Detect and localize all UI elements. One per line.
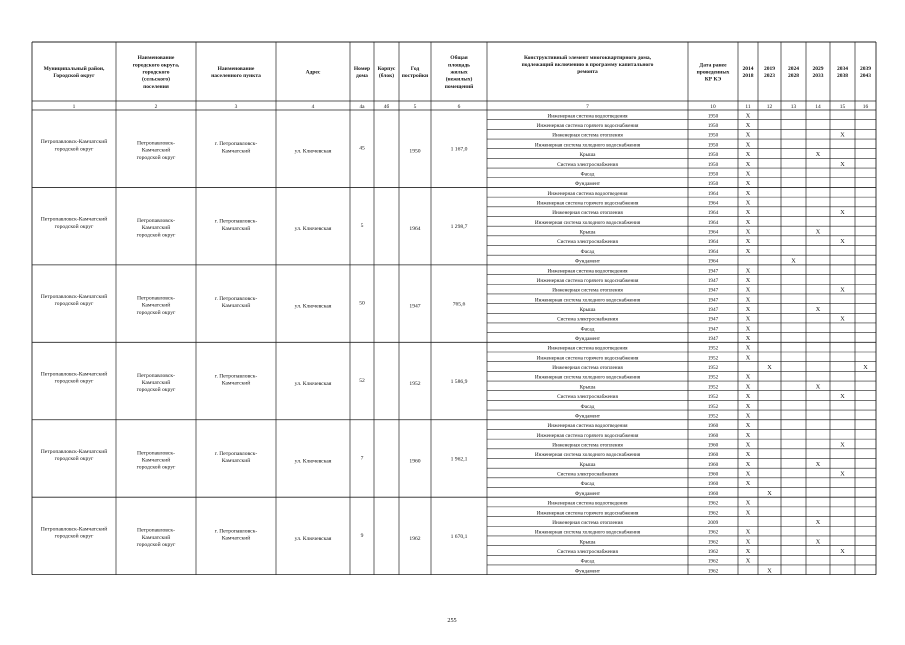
structural-element: Инженерная система горячего водоснабжения xyxy=(536,277,639,284)
period-mark: X xyxy=(745,296,751,304)
settlement-name: Петропавловск- xyxy=(137,217,175,224)
column-number: 7 xyxy=(586,103,589,110)
period-mark: X xyxy=(745,180,751,188)
header-c2: (сельского) xyxy=(141,76,171,83)
previous-repair-date: 1947 xyxy=(707,268,719,275)
district-name: Петропавловск-Камчатский xyxy=(40,371,108,378)
structural-element: Инженерная система горячего водоснабжения xyxy=(536,355,639,362)
district-name: городской округ xyxy=(54,533,94,540)
column-number: 1 xyxy=(72,103,76,110)
period-mark: X xyxy=(745,305,751,313)
period-mark: X xyxy=(745,238,751,246)
structural-element: Фундамент xyxy=(574,336,601,343)
structural-element: Система электроснабжения xyxy=(557,161,618,168)
period-mark: X xyxy=(745,209,751,217)
settlement-name: Петропавловск- xyxy=(137,450,175,457)
previous-repair-date: 1950 xyxy=(707,123,719,130)
locality-name: г. Петропавловск- xyxy=(214,141,258,148)
total-area: 1 167,0 xyxy=(450,146,468,153)
period-mark: X xyxy=(745,383,751,391)
header-c7: постройки xyxy=(401,73,429,80)
period-mark: X xyxy=(745,451,751,459)
period-mark: X xyxy=(745,160,751,168)
address: ул. Ключевская xyxy=(294,226,332,233)
settlement-name: городской округ xyxy=(136,309,176,316)
period-mark: X xyxy=(840,393,845,401)
structural-element: Инженерная система холодного водоснабжения xyxy=(534,529,641,536)
house-number: 9 xyxy=(360,532,364,539)
header-c2: городского xyxy=(142,69,170,76)
structural-element: Инженерная система водоотведения xyxy=(547,190,628,197)
structural-element: Фасад xyxy=(580,171,595,178)
period-mark: X xyxy=(745,112,751,120)
previous-repair-date: 1962 xyxy=(707,529,719,536)
previous-repair-date: 1950 xyxy=(707,152,719,159)
period-mark: X xyxy=(840,547,845,555)
locality-name: г. Петропавловск- xyxy=(214,450,258,457)
period-mark: X xyxy=(745,276,751,284)
structural-element: Инженерная система горячего водоснабжения xyxy=(536,432,639,439)
district-name: городской округ xyxy=(54,146,94,153)
period-mark: X xyxy=(815,305,821,313)
period-mark: X xyxy=(745,325,751,333)
header-c10: КР КЭ xyxy=(704,76,722,83)
previous-repair-date: 1960 xyxy=(707,432,719,439)
structural-element: Инженерная система холодного водоснабжения xyxy=(534,452,641,459)
total-area: 1 670,1 xyxy=(450,533,468,540)
previous-repair-date: 1960 xyxy=(707,461,719,468)
header-c1: Муниципальный район, xyxy=(43,65,105,72)
header-c11: 2018 xyxy=(742,73,754,80)
period-mark: X xyxy=(745,354,751,362)
structural-element: Фасад xyxy=(580,481,595,488)
period-mark: X xyxy=(745,218,751,226)
previous-repair-date: 1964 xyxy=(707,210,719,217)
district-name: Петропавловск-Камчатский xyxy=(40,294,108,300)
header-c9: ремонта xyxy=(577,69,598,76)
header-c16: 2039 xyxy=(860,65,871,72)
header-c11: 2014 xyxy=(742,65,754,72)
period-mark: X xyxy=(745,151,751,159)
settlement-name: городской округ xyxy=(136,464,176,471)
district-name: городской округ xyxy=(54,301,94,308)
previous-repair-date: 1947 xyxy=(707,287,719,294)
locality-name: г. Петропавловск- xyxy=(214,528,258,535)
previous-repair-date: 1950 xyxy=(707,113,719,120)
settlement-name: Петропавловск- xyxy=(137,295,175,302)
header-c13: 2024 xyxy=(788,65,799,72)
build-year: 1964 xyxy=(409,226,421,233)
structural-element: Система электроснабжения xyxy=(557,239,618,246)
structural-element: Инженерная система горячего водоснабжения xyxy=(536,510,639,517)
previous-repair-date: 1960 xyxy=(707,481,719,488)
settlement-name: Петропавловск- xyxy=(137,140,175,147)
structural-element: Крыша xyxy=(579,152,596,159)
period-mark: X xyxy=(815,383,821,391)
structural-element: Крыша xyxy=(579,461,596,468)
period-mark: X xyxy=(745,141,751,149)
column-number: 5 xyxy=(413,103,417,110)
period-mark: X xyxy=(840,441,845,449)
period-mark: X xyxy=(815,228,821,236)
structural-element: Фасад xyxy=(580,558,595,565)
structural-element: Инженерная система горячего водоснабжения xyxy=(536,123,639,130)
structural-element: Система электроснабжения xyxy=(557,316,618,323)
period-mark: X xyxy=(745,335,751,343)
period-mark: X xyxy=(745,460,751,468)
structural-element: Инженерная система водоотведения xyxy=(547,345,628,352)
structural-element: Инженерная система отопления xyxy=(552,210,623,217)
previous-repair-date: 1952 xyxy=(707,374,719,381)
period-mark: X xyxy=(745,412,751,420)
period-mark: X xyxy=(745,199,751,207)
header-c5: Номер xyxy=(353,65,371,72)
previous-repair-date: 1950 xyxy=(707,171,719,178)
period-mark: X xyxy=(745,547,751,555)
previous-repair-date: 1960 xyxy=(707,490,719,497)
header-c12: 2023 xyxy=(764,73,775,80)
column-number: 6 xyxy=(457,103,461,110)
period-mark: X xyxy=(745,402,751,410)
page-number: 255 xyxy=(447,617,457,624)
previous-repair-date: 2009 xyxy=(707,519,719,526)
structural-element: Система электроснабжения xyxy=(557,471,618,478)
locality-name: г. Петропавловск- xyxy=(214,296,258,302)
header-c6: Корпус xyxy=(377,65,396,72)
period-mark: X xyxy=(745,373,751,381)
previous-repair-date: 1950 xyxy=(707,181,719,188)
previous-repair-date: 1950 xyxy=(707,161,719,168)
previous-repair-date: 1960 xyxy=(707,452,719,459)
previous-repair-date: 1952 xyxy=(707,355,719,362)
structural-element: Фасад xyxy=(580,248,595,255)
locality-name: г. Петропавловск- xyxy=(214,218,258,225)
locality-name: г. Петропавловск- xyxy=(214,373,258,380)
header-c2: Наименование xyxy=(137,55,175,62)
period-mark: X xyxy=(745,131,751,139)
header-c9: подлежащий включению в программу капитального xyxy=(521,62,654,68)
locality-name: Камчатский xyxy=(221,225,251,232)
period-mark: X xyxy=(745,315,751,323)
column-number: 15 xyxy=(839,103,846,110)
column-number: 13 xyxy=(790,103,797,110)
header-c2: поселения xyxy=(143,83,169,90)
structural-element: Инженерная система отопления xyxy=(552,132,623,139)
period-mark: X xyxy=(840,160,845,168)
district-name: городской округ xyxy=(54,456,94,463)
previous-repair-date: 1952 xyxy=(707,403,719,410)
district-name: Петропавловск-Камчатский xyxy=(40,526,108,533)
settlement-name: Камчатский xyxy=(141,225,171,232)
settlement-name: Камчатский xyxy=(141,147,171,154)
header-c16: 2043 xyxy=(860,73,871,80)
address: ул. Ключевская xyxy=(294,148,332,155)
period-mark: X xyxy=(745,528,751,536)
previous-repair-date: 1952 xyxy=(707,384,719,391)
structural-element: Крыша xyxy=(579,539,596,546)
period-mark: X xyxy=(745,499,751,507)
structural-element: Инженерная система горячего водоснабжения xyxy=(536,200,639,207)
previous-repair-date: 1947 xyxy=(707,306,719,313)
previous-repair-date: 1947 xyxy=(707,297,719,304)
previous-repair-date: 1952 xyxy=(707,394,719,401)
previous-repair-date: 1960 xyxy=(707,471,719,478)
district-name: городской округ xyxy=(54,223,94,230)
period-mark: X xyxy=(745,557,751,565)
header-c8: помещений xyxy=(444,83,474,90)
locality-name: Камчатский xyxy=(221,303,251,310)
build-year: 1960 xyxy=(409,458,421,465)
structural-element: Инженерная система отопления xyxy=(552,442,623,449)
previous-repair-date: 1964 xyxy=(707,200,719,207)
column-number: 11 xyxy=(745,103,751,110)
period-mark: X xyxy=(745,286,751,294)
structural-element: Инженерная система водоотведения xyxy=(547,500,628,507)
structural-element: Инженерная система холодного водоснабжения xyxy=(534,142,641,149)
district-name: Петропавловск-Камчатский xyxy=(40,139,108,146)
header-c8: площадь xyxy=(447,62,471,69)
header-c5: дома xyxy=(356,73,368,80)
house-number: 45 xyxy=(359,145,365,152)
district-name: Петропавловск-Камчатский xyxy=(40,216,108,223)
total-area: 1 298,7 xyxy=(450,224,468,231)
structural-element: Фасад xyxy=(580,326,595,333)
period-mark: X xyxy=(745,344,751,352)
period-mark: X xyxy=(840,315,845,323)
column-number: 10 xyxy=(710,103,716,110)
period-mark: X xyxy=(745,441,751,449)
header-c3: населенного пункта xyxy=(211,73,261,80)
structural-element: Фундамент xyxy=(574,181,601,188)
previous-repair-date: 1962 xyxy=(707,539,719,546)
previous-repair-date: 1952 xyxy=(707,345,719,352)
settlement-name: Камчатский xyxy=(141,380,171,387)
previous-repair-date: 1947 xyxy=(707,326,719,333)
previous-repair-date: 1947 xyxy=(707,277,719,284)
structural-element: Фундамент xyxy=(574,258,601,265)
column-number: 4 xyxy=(311,103,315,110)
previous-repair-date: 1962 xyxy=(707,568,719,575)
header-c14: 2029 xyxy=(812,65,824,72)
column-number: 2 xyxy=(154,103,158,110)
header-c4: Адрес xyxy=(305,69,321,76)
period-mark: X xyxy=(745,393,751,401)
settlement-name: Камчатский xyxy=(141,302,171,309)
period-mark: X xyxy=(840,286,845,294)
period-mark: X xyxy=(840,209,845,217)
period-mark: X xyxy=(745,422,751,430)
previous-repair-date: 1952 xyxy=(707,413,719,420)
period-mark: X xyxy=(791,257,796,265)
build-year: 1952 xyxy=(409,381,421,388)
header-c15: 2038 xyxy=(837,73,848,80)
period-mark: X xyxy=(815,460,821,468)
structural-element: Инженерная система отопления xyxy=(552,519,623,526)
period-mark: X xyxy=(745,247,751,255)
period-mark: X xyxy=(745,480,751,488)
header-c8: Общая xyxy=(450,55,468,62)
period-mark: X xyxy=(767,364,772,372)
header-c10: Дата ранее xyxy=(699,62,727,69)
previous-repair-date: 1964 xyxy=(707,248,719,255)
structural-element: Инженерная система водоотведения xyxy=(547,423,628,430)
previous-repair-date: 1962 xyxy=(707,548,719,555)
structural-element: Инженерная система водоотведения xyxy=(547,113,628,120)
locality-name: Камчатский xyxy=(221,458,251,465)
previous-repair-date: 1964 xyxy=(707,190,719,197)
settlement-name: городской округ xyxy=(136,232,176,239)
header-c13: 2028 xyxy=(788,73,799,80)
header-c8: (нежилых) xyxy=(445,76,473,83)
column-number: 14 xyxy=(815,103,821,110)
previous-repair-date: 1960 xyxy=(707,423,719,430)
previous-repair-date: 1962 xyxy=(707,510,719,517)
period-mark: X xyxy=(840,238,845,246)
previous-repair-date: 1947 xyxy=(707,316,719,323)
header-c15: 2034 xyxy=(837,65,848,72)
previous-repair-date: 1950 xyxy=(707,132,719,139)
period-mark: X xyxy=(863,364,868,372)
structural-element: Инженерная система холодного водоснабжения xyxy=(534,374,641,381)
period-mark: X xyxy=(815,538,821,546)
header-c7: Год xyxy=(410,65,420,72)
header-c1: Городской округ xyxy=(53,73,95,80)
structural-element: Инженерная система холодного водоснабжения xyxy=(534,219,641,226)
header-c2: городского округа, xyxy=(132,62,180,69)
previous-repair-date: 1962 xyxy=(707,500,719,507)
previous-repair-date: 1952 xyxy=(707,365,719,372)
period-mark: X xyxy=(745,470,751,478)
period-mark: X xyxy=(840,470,845,478)
column-number: 4а xyxy=(359,103,365,110)
header-c6: (блок) xyxy=(378,73,395,80)
period-mark: X xyxy=(815,518,821,526)
address: ул. Ключевская xyxy=(294,303,332,310)
structural-element: Крыша xyxy=(579,306,596,313)
structural-element: Инженерная система отопления xyxy=(552,287,623,294)
period-mark: X xyxy=(745,122,751,130)
header-c10: проведенных xyxy=(696,69,730,76)
district-name: городской округ xyxy=(54,378,94,385)
column-number: 4б xyxy=(383,103,390,110)
structural-element: Фундамент xyxy=(574,568,601,575)
address: ул. Ключевская xyxy=(294,535,332,542)
build-year: 1962 xyxy=(409,535,421,542)
header-c14: 2033 xyxy=(812,73,824,80)
previous-repair-date: 1962 xyxy=(707,558,719,565)
structural-element: Крыша xyxy=(579,384,596,391)
period-mark: X xyxy=(745,431,751,439)
period-mark: X xyxy=(815,151,821,159)
locality-name: Камчатский xyxy=(221,535,251,542)
period-mark: X xyxy=(767,567,772,575)
settlement-name: Камчатский xyxy=(141,457,171,464)
column-number: 12 xyxy=(766,103,773,110)
column-number: 3 xyxy=(234,103,238,110)
period-mark: X xyxy=(745,170,751,178)
previous-repair-date: 1964 xyxy=(707,239,719,246)
address: ул. Ключевская xyxy=(294,381,332,388)
period-mark: X xyxy=(745,189,751,197)
locality-name: Камчатский xyxy=(221,380,251,387)
period-mark: X xyxy=(840,131,845,139)
house-number: 7 xyxy=(360,455,364,462)
total-area: 765,6 xyxy=(452,301,466,308)
period-mark: X xyxy=(745,509,751,517)
header-c3: Наименование xyxy=(217,65,255,72)
period-mark: X xyxy=(745,228,751,236)
structural-element: Система электроснабжения xyxy=(557,548,618,555)
house-number: 5 xyxy=(360,223,364,230)
settlement-name: Петропавловск- xyxy=(137,372,175,379)
header-c9: Конструктивный элемент многоквартирного дома, xyxy=(523,54,652,61)
structural-element: Фасад xyxy=(580,403,595,410)
settlement-name: городской округ xyxy=(136,387,176,394)
structural-element: Инженерная система холодного водоснабжения xyxy=(534,297,641,304)
structural-element: Фундамент xyxy=(574,413,601,420)
previous-repair-date: 1964 xyxy=(707,229,719,236)
structural-element: Инженерная система отопления xyxy=(552,365,623,372)
house-number: 52 xyxy=(359,378,365,385)
locality-name: Камчатский xyxy=(221,148,251,155)
previous-repair-date: 1950 xyxy=(707,142,719,149)
build-year: 1950 xyxy=(409,148,421,155)
total-area: 1 962,1 xyxy=(450,456,468,463)
structural-element: Крыша xyxy=(579,229,596,236)
previous-repair-date: 1960 xyxy=(707,442,719,449)
previous-repair-date: 1947 xyxy=(707,336,719,343)
structural-element: Фундамент xyxy=(574,490,601,497)
settlement-name: Петропавловск- xyxy=(137,527,175,534)
header-c12: 2019 xyxy=(764,65,775,72)
previous-repair-date: 1964 xyxy=(707,219,719,226)
settlement-name: городской округ xyxy=(136,154,176,161)
house-number: 50 xyxy=(359,300,365,307)
settlement-name: Камчатский xyxy=(141,534,171,541)
total-area: 1 586,9 xyxy=(450,379,468,386)
structural-element: Система электроснабжения xyxy=(557,394,618,401)
structural-element: Инженерная система водоотведения xyxy=(547,268,628,275)
settlement-name: городской округ xyxy=(136,542,176,549)
district-name: Петропавловск-Камчатский xyxy=(40,448,108,455)
period-mark: X xyxy=(767,489,772,497)
previous-repair-date: 1964 xyxy=(707,258,719,265)
address: ул. Ключевская xyxy=(294,458,332,465)
period-mark: X xyxy=(745,538,751,546)
column-number: 16 xyxy=(862,103,869,110)
build-year: 1947 xyxy=(409,303,421,310)
header-c8: жилых xyxy=(450,69,468,76)
period-mark: X xyxy=(745,267,751,275)
